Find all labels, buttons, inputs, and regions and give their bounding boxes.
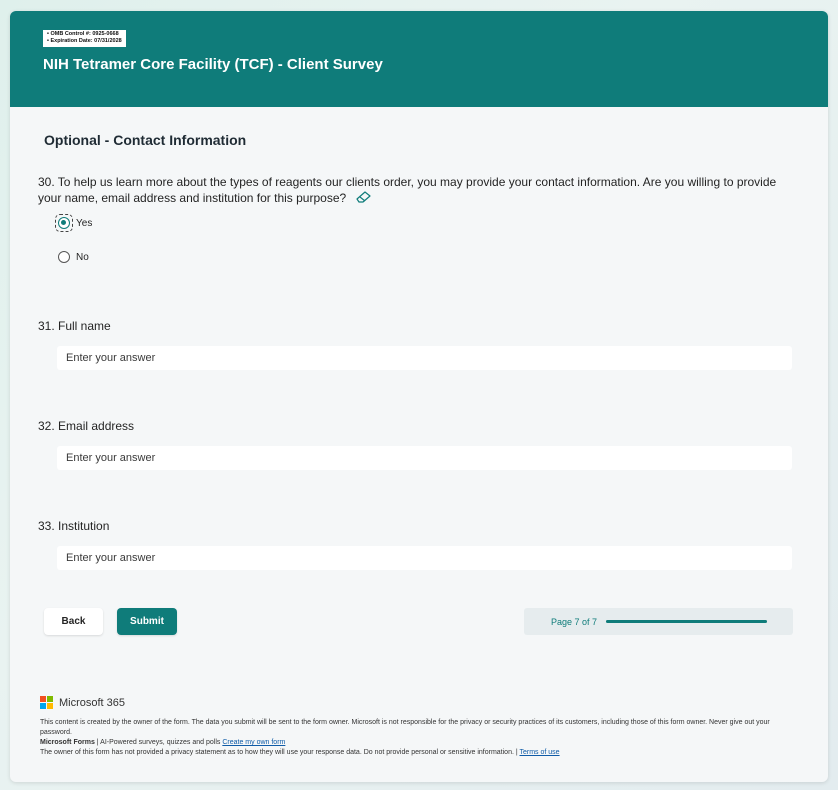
footer-privacy-line bbox=[40, 748, 800, 758]
page-indicator: Page 7 of 7 bbox=[551, 616, 598, 627]
omb-control-number: • OMB Control #: 0925-0668 bbox=[47, 31, 122, 38]
brand-name: Microsoft 365 bbox=[59, 696, 126, 709]
question-32-text: 32. Email address bbox=[38, 419, 135, 433]
privacy-notice: The owner of this form has not provided a privacy statement as to how they will use your response data. Do not provide personal or sensitive information. | bbox=[40, 749, 520, 756]
option-no-label: No bbox=[76, 251, 89, 263]
email-address-input[interactable] bbox=[57, 446, 792, 470]
institution-input[interactable] bbox=[57, 546, 792, 570]
forms-brand: Microsoft Forms bbox=[40, 739, 95, 746]
back-button[interactable]: Back bbox=[44, 608, 103, 635]
footer bbox=[40, 696, 800, 758]
radio-no[interactable] bbox=[58, 251, 70, 263]
option-no[interactable] bbox=[58, 251, 89, 263]
microsoft-365-brand bbox=[40, 696, 800, 709]
radio-yes-focus[interactable] bbox=[58, 217, 70, 229]
question-30-text: 30. To help us learn more about the types of reagents our clients order, you may provide your contact information. Are you willing to provide your name, email address and institution for this purpose? bbox=[38, 175, 777, 205]
footer-forms-line bbox=[40, 738, 800, 748]
option-yes[interactable] bbox=[58, 217, 92, 229]
omb-info-box bbox=[43, 30, 126, 47]
create-form-link[interactable]: Create my own form bbox=[222, 739, 286, 746]
question-33-text: 33. Institution bbox=[38, 519, 110, 533]
radio-yes[interactable] bbox=[58, 217, 70, 229]
section-title: Optional - Contact Information bbox=[44, 132, 247, 148]
form-card bbox=[10, 11, 828, 782]
microsoft-logo-icon bbox=[40, 696, 53, 709]
submit-button[interactable]: Submit bbox=[117, 608, 177, 635]
form-title: NIH Tetramer Core Facility (TCF) - Client Survey bbox=[43, 56, 383, 73]
question-30 bbox=[38, 174, 798, 207]
progress-fill bbox=[606, 620, 767, 623]
full-name-input[interactable] bbox=[57, 346, 792, 370]
expiration-date: • Expiration Date: 07/31/2028 bbox=[47, 38, 122, 45]
progress-track bbox=[606, 620, 767, 623]
forms-tagline: | AI-Powered surveys, quizzes and polls bbox=[94, 739, 223, 746]
option-yes-label: Yes bbox=[76, 217, 93, 229]
footer-disclaimer: This content is created by the owner of the form. The data you submit will be sent to the form owner. Microsoft is not responsible for the privacy or security practices of its customers, including those of this form owner. Never give out your password. bbox=[40, 719, 770, 736]
question-31-text: 31. Full name bbox=[38, 319, 111, 333]
form-header bbox=[10, 11, 828, 107]
page-progress bbox=[524, 608, 793, 635]
immersive-reader-icon[interactable] bbox=[356, 191, 372, 207]
terms-of-use-link[interactable]: Terms of use bbox=[519, 749, 560, 756]
